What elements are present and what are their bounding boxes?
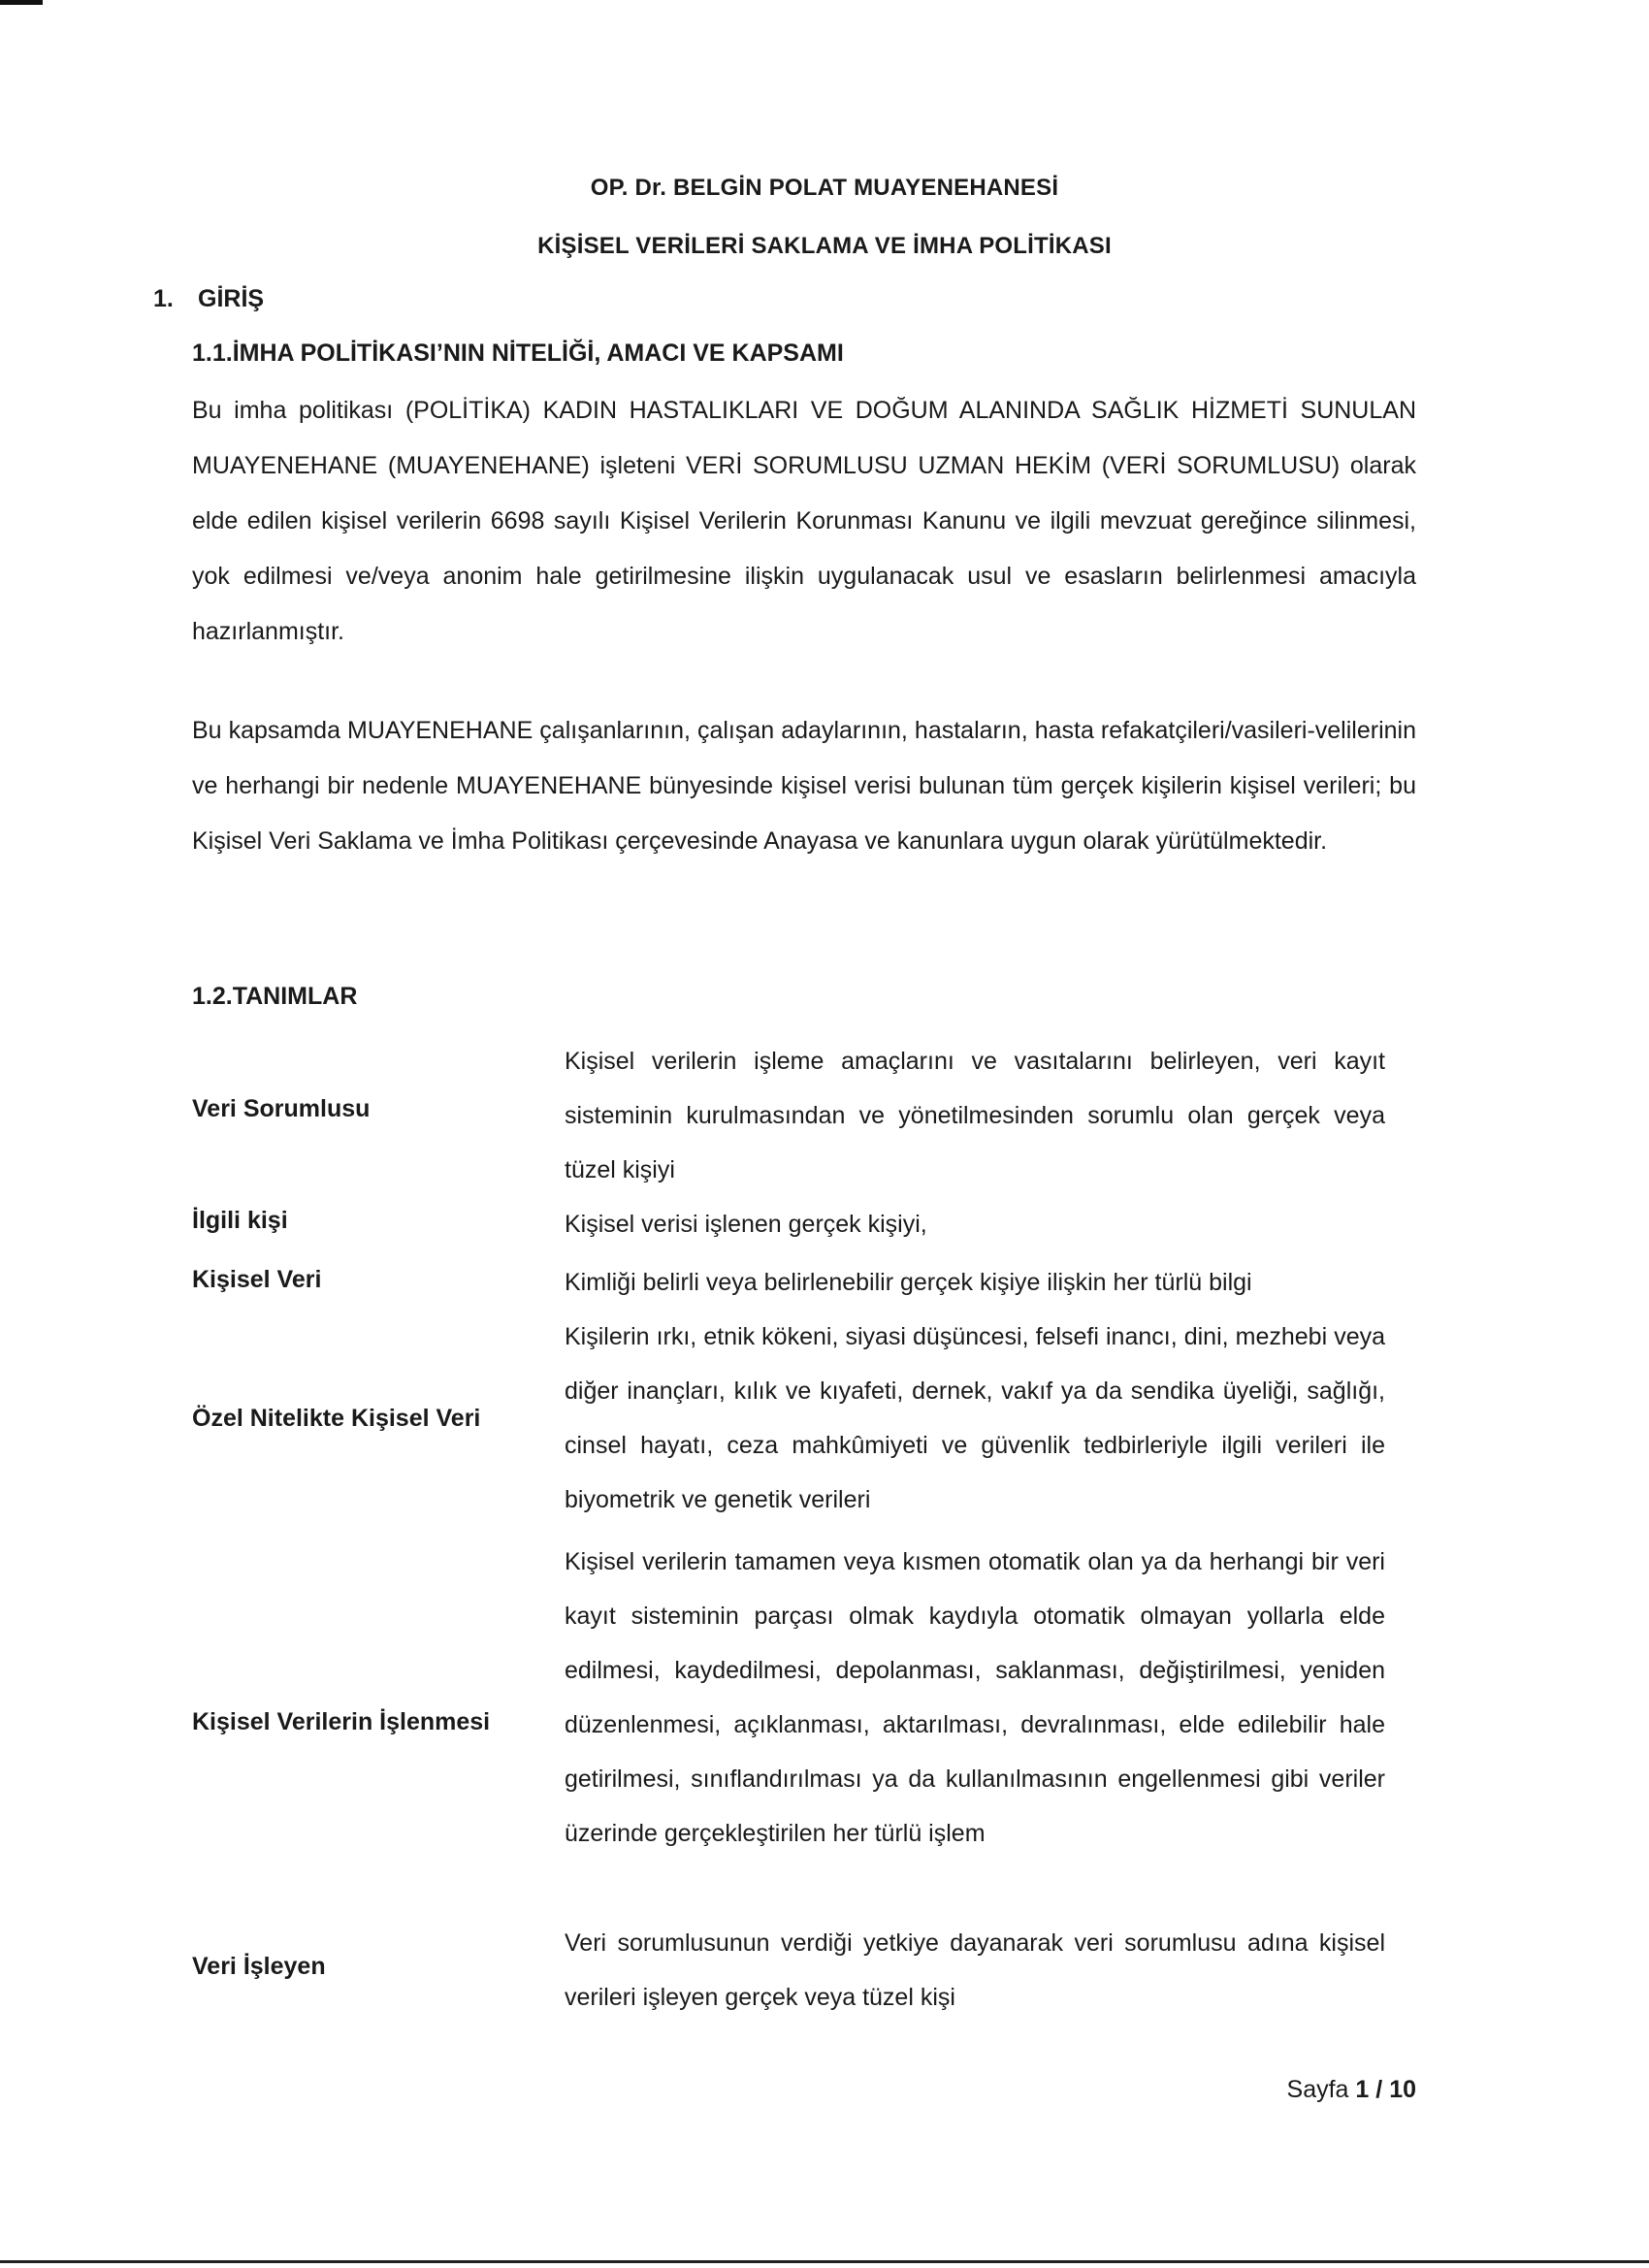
section-heading-giris [153,285,264,313]
definition-text: Kişilerin ırkı, etnik kökeni, siyasi düşüncesi, felsefi inancı, dini, mezhebi veya diğer inançları, kılık ve kıyafeti, dernek, vakıf ya da sendika üyeliği, sağlığı, cinsel hayatı, ceza mahkûmiyeti ve güvenlik tedbirleriyle ilgili verileri ile biyometrik ve genetik verileri [565,1323,1385,1513]
page-total: 10 [1389,2076,1416,2103]
scan-bottom-edge [0,2260,1649,2263]
section-number: 1. [153,285,174,312]
page-number [1287,2076,1416,2104]
subsection-heading-imha: 1.1.İMHA POLİTİKASI’NIN NİTELİĞİ, AMACI VE KAPSAMI [192,340,844,367]
definition-text: Kimliği belirli veya belirlenebilir gerçek kişiye ilişkin her türlü bilgi [565,1269,1252,1296]
definition-text: Kişisel verilerin tamamen veya kısmen otomatik olan ya da herhangi bir veri kayıt sisteminin parçası olmak kaydıyla otomatik olmayan yollarla elde edilmesi, kaydedilmesi, depolanması, saklanması, değiştirilmesi, yeniden düzenlenmesi, açıklanması, aktarılması, devralınması, elde edilebilir hale getirilmesi, sınıflandırılması ya da kullanılmasının engellenmesi gibi veriler üzerinde gerçekleştirilen her türlü işlem [565,1548,1385,1847]
document-title-line2: KİŞİSEL VERİLERİ SAKLAMA VE İMHA POLİTİKASI [537,233,1112,259]
document-title-line1: OP. Dr. BELGİN POLAT MUAYENEHANESİ [590,175,1059,201]
definition-text: Kişisel verilerin işleme amaçlarını ve vasıtalarını belirleyen, veri kayıt sisteminin kurulmasından ve yönetilmesinden sorumlu olan gerçek veya tüzel kişiyi [565,1048,1385,1183]
paragraph-scope: Bu kapsamda MUAYENEHANE çalışanlarının, çalışan adaylarının, hastaların, hasta refakatçileri/vasileri-velilerinin ve herhangi bir nedenle MUAYENEHANE bünyesinde kişisel verisi bulunan tüm gerçek kişilerin kişisel verileri; bu Kişisel Veri Saklama ve İmha Politikası çerçevesinde Anayasa ve kanunlara uygun olarak yürütülmektedir. [192,717,1416,855]
definition-term: Kişisel Verilerin İşlenmesi [192,1708,491,1735]
section-title: GİRİŞ [198,285,265,312]
page-separator: / [1375,2076,1383,2103]
subsection-heading-tanimlar: 1.2.TANIMLAR [192,983,358,1010]
page-label: Sayfa [1286,2076,1349,2103]
definition-term: Veri İşleyen [192,1953,326,1980]
definition-text: Kişisel verisi işlenen gerçek kişiyi, [565,1211,927,1238]
definition-text: Veri sorumlusunun verdiği yetkiye dayanarak veri sorumlusu adına kişisel verileri işleyen gerçek veya tüzel kişi [565,1929,1385,2011]
definition-term: İlgili kişi [192,1207,288,1234]
definition-term: Kişisel Veri [192,1266,322,1293]
page-current: 1 [1355,2076,1370,2103]
scan-mark [0,0,43,5]
definition-term: Veri Sorumlusu [192,1095,371,1122]
definition-term: Özel Nitelikte Kişisel Veri [192,1405,481,1432]
paragraph-intro: Bu imha politikası (POLİTİKA) KADIN HASTALIKLARI VE DOĞUM ALANINDA SAĞLIK HİZMETİ SUNULAN MUAYENEHANE (MUAYENEHANE) işleteni VERİ SORUMLUSU UZMAN HEKİM (VERİ SORUMLUSU) olarak elde edilen kişisel verilerin 6698 sayılı Kişisel Verilerin Korunması Kanunu ve ilgili mevzuat gereğince silinmesi, yok edilmesi ve/veya anonim hale getirilmesine ilişkin uygulanacak usul ve esasların belirlenmesi amacıyla hazırlanmıştır. [192,397,1416,645]
